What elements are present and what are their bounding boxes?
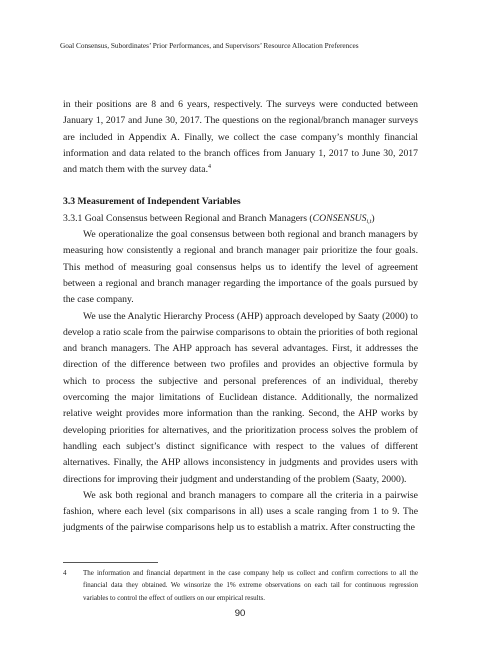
section-heading: 3.3 Measurement of Independent Variables — [63, 196, 241, 208]
paragraph-pairwise-comparisons: We ask both regional and branch managers to compare all the criteria in a pairwise fashion, where each level (six comparisons in all) uses a scale ranging from 1 to 9. The judgments of the pairwise comparisons help us to establish a matrix. After constructing the — [63, 489, 418, 534]
body-text — [63, 97, 418, 537]
subsection-heading-close: ) — [371, 212, 375, 224]
intro-paragraph-text: in their positions are 8 and 6 years, respectively. The surveys were conducted between January 1, 2017 and June 30, 2017. The questions on the regional/branch manager surveys are included in Appendix A. Finally, we collect the case company’s monthly financial information and data related to the branch offices from January 1, 2017 to June 30, 2017 and match them with the survey data. — [63, 99, 418, 176]
paragraph-goal-consensus: We operationalize the goal consensus between both regional and branch managers by measuring how consistently a regional and branch manager pair prioritize the four goals. This method of measuring goal consensus helps us to identify the level of agreement between a regional and branch manager regarding the importance of the goals pursued by the case company. — [63, 229, 418, 306]
footnote-reference[interactable]: 4 — [208, 164, 212, 171]
section-spacer — [63, 178, 418, 194]
footnote — [63, 567, 418, 604]
page-number: 90 — [234, 608, 246, 619]
variable-subscript: i,t — [366, 218, 372, 225]
paragraph-ahp-approach: We use the Analytic Hierarchy Process (AHP) approach developed by Saaty (2000) to develop a ratio scale from the pairwise comparisons to obtain the priorities of both regional and branch managers. The AHP approach has several advantages. First, it addresses the direction of the difference between two profiles and provides an objective formula by which to process the subjective and personal preferences of an individual, thereby overcoming the major limitations of Euclidean distance. Additionally, the normalized relative weight provides more information than the ranking. Second, the AHP works by developing priorities for alternatives, and the prioritization process solves the problem of handling each subject’s distinct significance with respect to the values of different alternatives. Finally, the AHP allows inconsistency in judgments and provides users with directions for improving their judgment and understanding of the problem (Saaty, 2000). — [63, 310, 418, 485]
subsection-heading — [63, 211, 418, 227]
subsection-heading-text: 3.3.1 Goal Consensus between Regional and Branch Managers ( — [63, 212, 313, 224]
footnote-text: The information and financial department in the case company help us collect and confirm corrections to all the financial data they obtained. We winsorize the 1% extreme observations on each tail for continuous regression variables to control the effect of outliers on our empirical results. — [83, 569, 418, 602]
footnote-rule — [63, 562, 158, 563]
running-head: Goal Consensus, Subordinates’ Prior Performances, and Supervisors’ Resource Allocation Preferences — [60, 41, 359, 50]
variable-name: CONSENSUS — [312, 212, 367, 224]
intro-paragraph — [63, 97, 418, 178]
footnote-number: 4 — [63, 569, 67, 577]
